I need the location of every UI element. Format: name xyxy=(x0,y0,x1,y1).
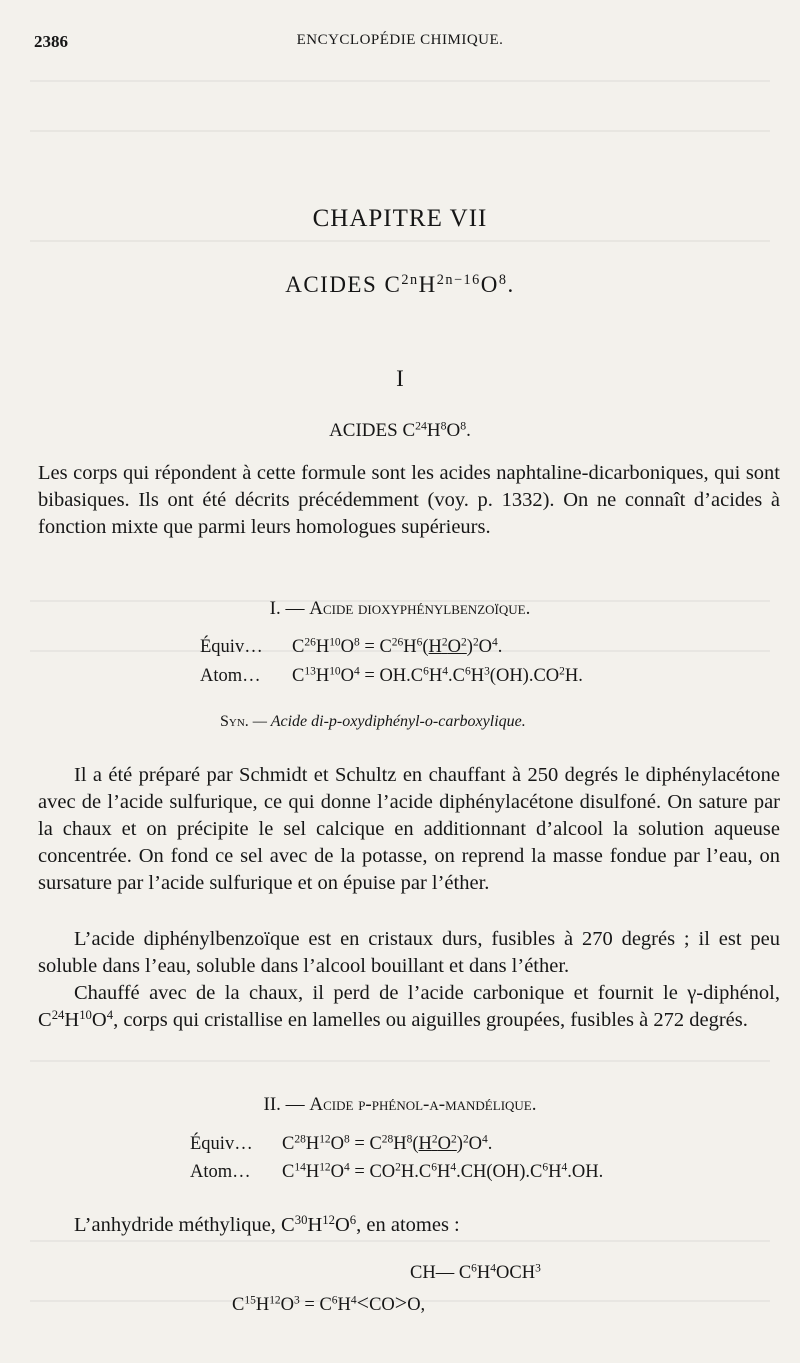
section-title-formula: $C^{24}H^8O^8$. xyxy=(402,419,471,441)
chapter-subtitle-text: ACIDES xyxy=(285,272,378,297)
acid1-paragraph-3: Chauffé avec de la chaux, il perd de l’acide carbonique et fournit le γ-diphénol, $C^{24}H^{10}O^4$, corps qui cristallise en lamelles ou aiguilles groupées, fusibles à 272 degrés. xyxy=(38,982,780,1031)
intro-paragraph: Les corps qui répondent à cette formule sont les acides naphtaline-dicarboniques, qui sont bibasiques. Ils ont été décrits précédemment (voy. p. 1332). On ne connaît d’acides à fonction mixte que parmi leurs homologues supérieurs. xyxy=(38,462,780,538)
chapter-title: CHAPITRE VII xyxy=(312,205,488,232)
acid2-anhydride-line: L’anhydride méthylique, $C^{30}H^{12}O^6$, en atomes : xyxy=(74,1213,460,1236)
chapter-subtitle xyxy=(0,272,800,298)
page-number: 2386 xyxy=(34,32,68,51)
acid2-atom-formula: Atom… $C^{14}H^{12}O^4 = CO^2H.C^6H^4.CH(OH).C^6H^4.OH$. xyxy=(190,1161,604,1182)
chapter-subtitle-formula: $C^{2n}H^{2n-16}O^8$. xyxy=(384,272,515,297)
acid1-paragraph-2: L’acide diphénylbenzoïque est en cristaux durs, fusibles à 270 degrés ; il est peu soluble dans l’eau, soluble dans l’alcool bouillant et dans l’éther. xyxy=(38,928,780,977)
acid1-paragraph-1: Il a été préparé par Schmidt et Schultz en chauffant à 250 degrés le diphénylacétone avec de l’acide sulfurique, ce qui donne l’acide diphénylacétone disulfoné. On sature par la chaux et on précipite le sel calcique en additionnant d’alcool la solution aqueuse concentrée. On fond ce sel avec de la potasse, on reprend la masse fondue par l’eau, on sursature par l’acide sulfurique et on épuise par l’éther. xyxy=(38,764,780,894)
structural-formula-top: CH— $C^6H^4OCH^3$ xyxy=(410,1262,541,1283)
acid1-synonym: Syn. — Acide di-p-oxydiphényl-o-carboxylique. xyxy=(220,713,526,730)
section-numeral: I xyxy=(396,366,404,391)
running-title: ENCYCLOPÉDIE CHIMIQUE. xyxy=(296,32,504,48)
acid2-equiv-formula: Équiv… $C^{28}H^{12}O^8 = C^{28}H^8(H^2O^2)^2O^4$. xyxy=(190,1133,493,1154)
acid1-atom-formula: Atom… $C^{13}H^{10}O^4 = OH.C^6H^4.C^6H^3(OH).CO^2H$. xyxy=(200,665,583,686)
section-title: ACIDES $C^{24}H^8O^8$. xyxy=(329,419,471,441)
acid1-heading: I. — Acide dioxyphénylbenzoïque. xyxy=(269,598,531,619)
acid2-heading: II. — Acide p-phénol-α-mandélique. xyxy=(263,1094,537,1115)
acid1-equiv-formula: Équiv… $C^{26}H^{10}O^8 = C^{26}H^6(H^2O^2)^2O^4$. xyxy=(200,636,503,657)
structural-formula-main: $C^{15}H^{12}O^3 = C^6H^4<CO>O$, xyxy=(232,1290,426,1315)
